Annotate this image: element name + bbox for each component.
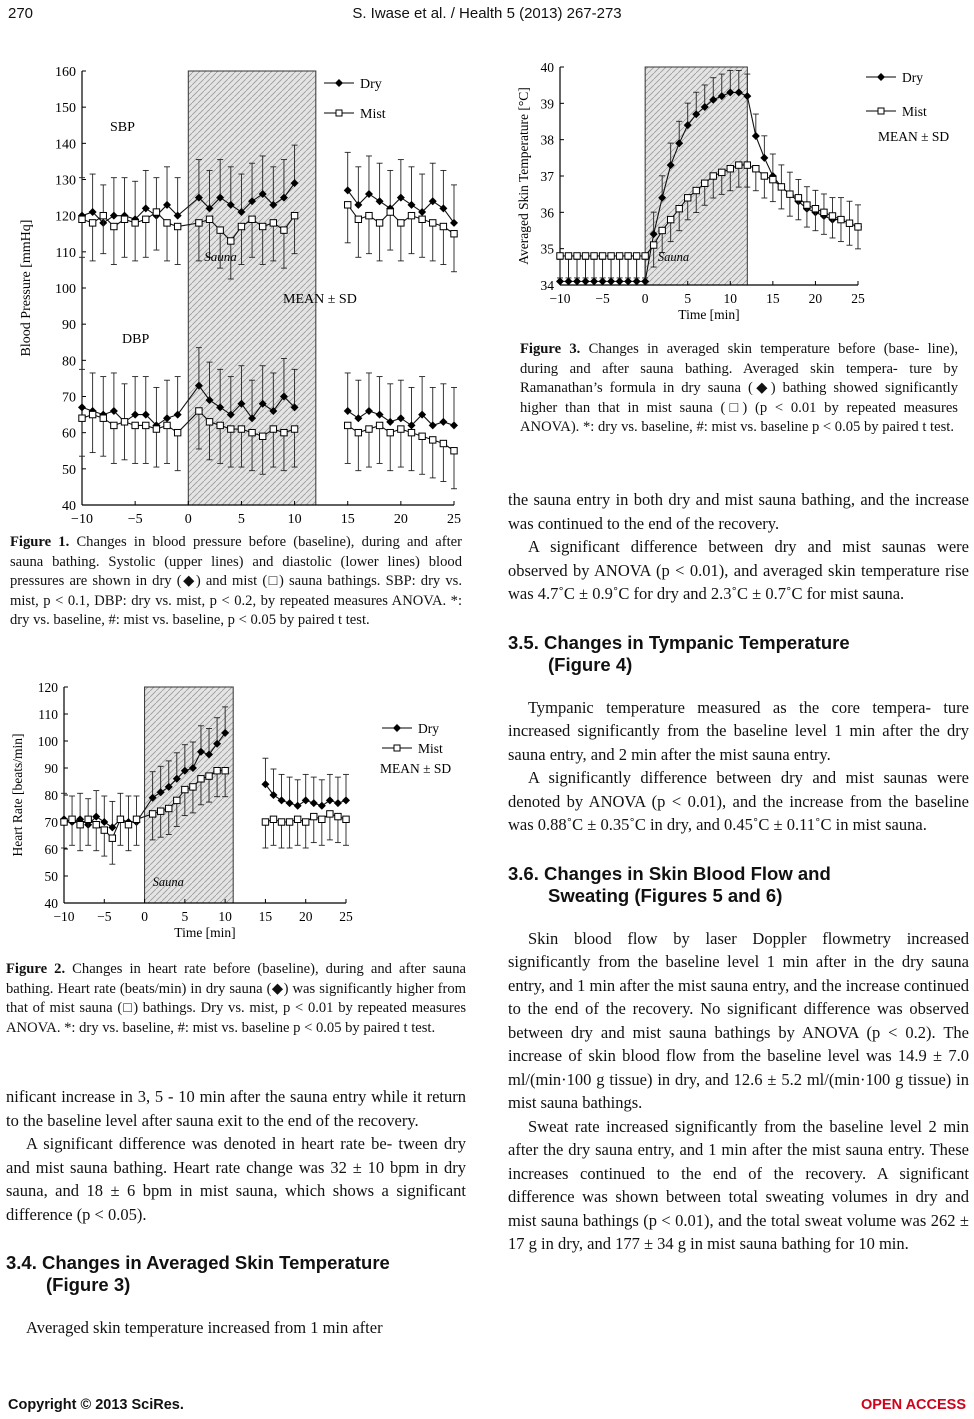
data-point-mist: [345, 422, 351, 428]
data-point-dry: [261, 780, 269, 788]
heart-rate-chart: [6, 673, 468, 948]
data-point-dry: [174, 411, 182, 419]
data-point-mist: [440, 440, 446, 446]
figure-3-caption-text: Changes in averaged skin temperature before (base- line), during and after sauna bathing. Averaged skin tempera- ture by Ramanathan’s formula in dry sauna (◆) bathing showed significantly higher than that in mist sauna (□) (p < 0.01 by repeated measures ANOVA). *: dry vs. baseline, #: mist vs. baseline p < 0.05 by paired t test.: [520, 341, 958, 435]
data-point-dry: [582, 277, 590, 285]
data-point-mist: [249, 429, 255, 435]
data-point-mist: [109, 835, 115, 841]
paragraph: A significantly difference between dry and mist saunas were denoted by ANOVA (p < 0.01), and the increase from the baseline was 0.88˚C ± 0.35˚C in dry, and 0.45˚C ± 0.11˚C in mist sauna.: [508, 768, 969, 834]
data-point-mist: [693, 187, 699, 193]
data-point-mist: [366, 426, 372, 432]
figure-2: [6, 673, 468, 948]
legend-marker-dry: [393, 724, 401, 732]
data-point-mist: [440, 223, 446, 229]
data-point-mist: [398, 220, 404, 226]
x-tick-label: 10: [218, 909, 232, 924]
data-point-mist: [143, 422, 149, 428]
paragraph: A significant difference between dry and mist saunas were observed by ANOVA (p < 0.01), and averaged skin temperature rise was 4.7˚C ± 0.9˚C for dry and 2.3˚C ± 0.7˚C for mist sauna.: [508, 537, 969, 603]
data-point-mist: [100, 212, 106, 218]
paragraph: the sauna entry in both dry and mist sauna bathing, and the increase was continued to the end of the recovery.: [508, 490, 969, 533]
y-tick-label: 38: [540, 132, 554, 148]
data-point-mist: [196, 220, 202, 226]
data-point-dry: [310, 799, 318, 807]
data-point-mist: [408, 429, 414, 435]
y-tick-label: 70: [44, 815, 58, 830]
paragraph: Sweat rate increased significantly from the baseline level 2 min after the dry sauna entry, and 1 min after the mist sauna entry. These increases continued to the end of the recovery. A significant difference was shown between total sweating volumes in dry and mist sauna bathings (p < 0.01), and the total sweat volume was 262 ± 17 g in dry, and 177 ± 34 g in mist sauna bathing for 10 min.: [508, 1116, 969, 1253]
data-point-dry: [450, 421, 458, 429]
data-point-dry: [397, 414, 405, 422]
data-point-mist: [685, 195, 691, 201]
section-heading-3-6: [508, 863, 969, 907]
data-point-mist: [278, 819, 284, 825]
y-tick-label: 37: [540, 169, 554, 184]
data-point-dry: [344, 407, 352, 415]
data-point-mist: [565, 253, 571, 259]
data-point-dry: [573, 277, 581, 285]
data-point-mist: [744, 162, 750, 168]
y-tick-label: 90: [62, 318, 76, 334]
data-point-mist: [79, 415, 85, 421]
x-tick-label: 0: [184, 512, 192, 525]
data-point-mist: [117, 816, 123, 822]
data-point-mist: [591, 253, 597, 259]
data-point-mist: [262, 819, 268, 825]
data-point-mist: [761, 173, 767, 179]
data-point-mist: [93, 822, 99, 828]
y-tick-label: 50: [62, 462, 76, 478]
y-tick-label: 70: [62, 390, 76, 406]
sauna-shaded-region: [145, 687, 234, 903]
data-point-mist: [770, 176, 776, 182]
data-point-mist: [182, 786, 188, 792]
x-tick-label: 5: [237, 512, 245, 525]
figure-2-caption-text: Changes in heart rate before (baseline), during and after sauna bathing. Heart rate (beats/min) in dry sauna (◆) was significantly higher from that of mist sauna (□) bathings. Dry vs. mist, p < 0.01 by repeated measures ANOVA. *: dry vs. baseline, #: mist vs. baseline p < 0.05 by paired t test.: [6, 961, 467, 1036]
figure-3-caption: [520, 340, 958, 438]
data-point-mist: [190, 784, 196, 790]
data-point-mist: [642, 253, 648, 259]
data-point-mist: [625, 253, 631, 259]
x-tick-label: 15: [258, 909, 273, 924]
data-point-mist: [111, 422, 117, 428]
data-point-mist: [259, 223, 265, 229]
data-point-dry: [334, 799, 342, 807]
x-tick-label: 25: [851, 291, 865, 306]
x-tick-label: 20: [393, 512, 408, 525]
data-point-mist: [557, 253, 563, 259]
data-point-mist: [286, 819, 292, 825]
data-point-mist: [206, 216, 212, 222]
data-point-mist: [133, 816, 139, 822]
data-point-mist: [157, 808, 163, 814]
data-point-mist: [319, 816, 325, 822]
data-point-mist: [291, 212, 297, 218]
data-point-mist: [69, 816, 75, 822]
data-point-mist: [829, 213, 835, 219]
data-point-mist: [174, 797, 180, 803]
legend-label-mist: Mist: [360, 107, 386, 122]
data-point-mist: [121, 419, 127, 425]
data-point-mist: [451, 231, 457, 237]
open-access-footer: OPEN ACCESS: [860, 1397, 966, 1413]
y-tick-label: 34: [540, 278, 554, 293]
data-point-dry: [752, 132, 760, 140]
data-point-mist: [838, 216, 844, 222]
mean-sd-label: MEAN ± SD: [283, 292, 357, 307]
legend-marker-mist: [336, 110, 342, 116]
data-point-mist: [125, 822, 131, 828]
data-point-dry: [599, 277, 607, 285]
data-point-mist: [376, 220, 382, 226]
y-tick-label: 80: [44, 788, 58, 803]
data-point-mist: [281, 429, 287, 435]
data-point-mist: [196, 408, 202, 414]
paragraph: A significant difference was denoted in heart rate be- tween dry and mist sauna bathing. Heart rate change was 32 ± 10 bpm in dry sauna, and 18 ± 6 bpm in mist sauna, which shows a significant difference (p < 0.05).: [6, 1134, 466, 1224]
data-point-mist: [153, 426, 159, 432]
y-axis-label: Averaged Skin Temperature [°C]: [516, 87, 531, 265]
data-point-dry: [163, 414, 171, 422]
data-point-mist: [821, 209, 827, 215]
data-point-mist: [778, 184, 784, 190]
x-tick-label: −5: [595, 291, 610, 306]
sauna-label: Sauna: [204, 249, 237, 264]
data-point-mist: [217, 422, 223, 428]
x-axis-label: Time [min]: [174, 925, 236, 940]
sbp-label: SBP: [110, 120, 135, 135]
y-tick-label: 90: [44, 761, 58, 776]
data-point-mist: [804, 202, 810, 208]
data-point-dry: [318, 802, 326, 810]
y-tick-label: 100: [37, 734, 58, 749]
data-point-mist: [702, 180, 708, 186]
data-point-mist: [281, 227, 287, 233]
data-point-mist: [61, 819, 67, 825]
data-point-dry: [278, 796, 286, 804]
data-point-mist: [85, 816, 91, 822]
data-point-mist: [812, 206, 818, 212]
data-point-dry: [326, 796, 334, 804]
data-point-mist: [270, 426, 276, 432]
data-point-mist: [259, 433, 265, 439]
data-point-dry: [302, 796, 310, 804]
data-point-mist: [206, 419, 212, 425]
data-point-mist: [214, 768, 220, 774]
data-point-mist: [206, 773, 212, 779]
data-point-mist: [311, 813, 317, 819]
figure-1-caption: [10, 533, 462, 631]
data-point-mist: [633, 253, 639, 259]
data-point-mist: [795, 195, 801, 201]
data-point-mist: [574, 253, 580, 259]
data-point-mist: [676, 206, 682, 212]
data-point-mist: [327, 811, 333, 817]
heading-line: 3.4. Changes in Averaged Skin Temperature: [6, 1252, 390, 1273]
y-axis-label: Heart Rate [beats/min]: [10, 733, 25, 857]
x-tick-label: 25: [339, 909, 353, 924]
y-tick-label: 80: [62, 354, 76, 370]
data-point-mist: [149, 811, 155, 817]
y-tick-label: 60: [62, 426, 76, 442]
data-point-mist: [217, 227, 223, 233]
data-point-mist: [164, 422, 170, 428]
data-point-dry: [439, 418, 447, 426]
data-point-dry: [376, 197, 384, 205]
data-point-mist: [659, 227, 665, 233]
data-point-dry: [365, 407, 373, 415]
x-tick-label: 10: [287, 512, 302, 525]
data-point-mist: [238, 426, 244, 432]
legend-marker-mist: [878, 108, 884, 114]
figure-3-label: Figure 3.: [520, 341, 581, 357]
right-column: [508, 488, 969, 1256]
data-point-dry: [633, 277, 641, 285]
y-tick-label: 120: [55, 209, 76, 225]
data-point-mist: [291, 426, 297, 432]
skin-temperature-chart: [510, 55, 970, 335]
x-tick-label: −10: [53, 909, 75, 924]
dbp-label: DBP: [122, 332, 150, 347]
figure-2-label: Figure 2.: [6, 961, 66, 977]
data-point-dry: [607, 277, 615, 285]
data-point-dry: [556, 277, 564, 285]
x-tick-label: −5: [97, 909, 112, 924]
data-point-mist: [727, 166, 733, 172]
running-title: S. Iwase et al. / Health 5 (2013) 267-273: [352, 5, 622, 22]
x-tick-label: −10: [549, 291, 571, 306]
figure-3: [510, 55, 970, 335]
legend-label-dry: Dry: [360, 77, 382, 92]
data-point-mist: [303, 819, 309, 825]
data-point-mist: [249, 216, 255, 222]
data-point-mist: [736, 162, 742, 168]
x-tick-label: 10: [723, 291, 738, 306]
data-point-mist: [270, 816, 276, 822]
data-point-mist: [121, 216, 127, 222]
data-point-mist: [166, 805, 172, 811]
data-point-dry: [439, 204, 447, 212]
data-point-dry: [590, 277, 598, 285]
page-number: 270: [8, 5, 34, 22]
legend-marker-mist: [394, 745, 400, 751]
x-tick-label: 20: [808, 291, 823, 306]
data-point-mist: [238, 223, 244, 229]
y-tick-label: 140: [55, 137, 76, 153]
data-point-mist: [355, 216, 361, 222]
data-point-mist: [335, 813, 341, 819]
data-point-mist: [582, 253, 588, 259]
legend-marker-dry: [877, 73, 885, 81]
x-tick-label: 20: [298, 909, 313, 924]
data-point-mist: [451, 448, 457, 454]
sauna-label: Sauna: [657, 250, 690, 264]
data-point-mist: [198, 776, 204, 782]
data-point-mist: [101, 827, 107, 833]
data-point-mist: [355, 429, 361, 435]
data-point-dry: [386, 418, 394, 426]
x-tick-label: 25: [447, 512, 461, 525]
data-point-dry: [616, 277, 624, 285]
y-axis-label: Blood Pressure [mmHq]: [19, 219, 34, 357]
data-point-mist: [343, 816, 349, 822]
y-tick-label: 40: [44, 896, 58, 911]
data-point-mist: [270, 220, 276, 226]
data-point-mist: [846, 220, 852, 226]
data-point-mist: [164, 220, 170, 226]
data-point-mist: [599, 253, 605, 259]
y-tick-label: 39: [540, 96, 554, 112]
legend-label-dry: Dry: [902, 70, 923, 85]
data-point-dry: [342, 796, 350, 804]
data-point-mist: [222, 768, 228, 774]
legend-label-mist: Mist: [418, 741, 443, 756]
paragraph: Tympanic temperature measured as the core tempera- ture increased significantly from the baseline level 1 min after the dry sauna entry, and 2 min after the mist sauna entry.: [508, 697, 969, 764]
x-axis-label: Time [min]: [678, 307, 740, 322]
y-tick-label: 100: [55, 282, 76, 297]
y-tick-label: 40: [62, 499, 76, 514]
data-point-mist: [387, 429, 393, 435]
data-point-mist: [89, 220, 95, 226]
left-column: [6, 1085, 466, 1340]
heading-line: (Figure 4): [548, 653, 633, 675]
data-point-mist: [345, 202, 351, 208]
data-point-mist: [419, 433, 425, 439]
heading-line: Sweating (Figures 5 and 6): [548, 884, 783, 906]
x-tick-label: 0: [141, 909, 148, 924]
y-tick-label: 36: [540, 205, 554, 221]
data-point-dry: [78, 403, 86, 411]
data-point-mist: [408, 212, 414, 218]
data-point-dry: [110, 212, 118, 220]
data-point-mist: [228, 426, 234, 432]
data-point-dry: [407, 201, 415, 209]
paragraph: Averaged skin temperature increased from 1 min after: [26, 1318, 383, 1337]
x-tick-label: −10: [71, 512, 93, 525]
paragraph: nificant increase in 3, 5 - 10 min after the sauna entry while it return to the baseline level after sauna exit to the end of the recovery.: [6, 1087, 466, 1130]
data-point-mist: [100, 415, 106, 421]
data-point-mist: [111, 223, 117, 229]
y-tick-label: 150: [55, 101, 76, 117]
paragraph: Skin blood flow by laser Doppler flowmetry increased significantly from the baseline level 1 min after in the dry sauna entry, and 1 min after the mist sauna entry, and the increase continued to the end of the recovery. No significant difference was observed between dry and mist sauna bathings by ANOVA (p < 0.2). The increase of skin blood flow from the baseline level was 14.9 ± 7.0 ml/(min·100 g tissue) in dry, and 12.6 ± 5.2 ml/(min·100 g tissue) in mist sauna bathings.: [508, 928, 969, 1112]
y-tick-label: 35: [540, 241, 554, 257]
data-point-mist: [719, 169, 725, 175]
figure-1: [6, 55, 468, 525]
y-tick-label: 130: [55, 173, 76, 189]
data-point-mist: [650, 242, 656, 248]
data-point-mist: [153, 209, 159, 215]
data-point-mist: [132, 220, 138, 226]
legend-label-mist: Mist: [902, 104, 927, 119]
heading-line: (Figure 3): [46, 1274, 131, 1295]
data-point-dry: [624, 277, 632, 285]
section-heading-3-4: [6, 1252, 466, 1296]
data-point-dry: [344, 186, 352, 194]
data-point-mist: [855, 224, 861, 230]
mean-sd-label: MEAN ± SD: [878, 129, 950, 144]
y-tick-label: 60: [44, 842, 58, 857]
x-tick-label: −5: [127, 512, 143, 525]
data-point-mist: [77, 822, 83, 828]
y-tick-label: 110: [38, 707, 58, 722]
heading-line: 3.6. Changes in Skin Blood Flow and: [508, 862, 831, 884]
data-point-dry: [131, 411, 139, 419]
data-point-dry: [294, 802, 302, 810]
data-point-mist: [430, 437, 436, 443]
data-point-mist: [143, 216, 149, 222]
data-point-mist: [608, 253, 614, 259]
y-tick-label: 50: [44, 869, 58, 884]
sauna-label: Sauna: [152, 875, 184, 889]
data-point-mist: [228, 238, 234, 244]
data-point-mist: [667, 216, 673, 222]
data-point-dry: [286, 799, 294, 807]
data-point-mist: [366, 212, 372, 218]
x-tick-label: 5: [684, 291, 692, 306]
data-point-mist: [89, 411, 95, 417]
copyright-footer: Copyright © 2013 SciRes.: [8, 1397, 184, 1413]
data-point-mist: [294, 816, 300, 822]
data-point-mist: [787, 191, 793, 197]
data-point-dry: [376, 411, 384, 419]
x-tick-label: 15: [340, 512, 355, 525]
data-point-mist: [710, 173, 716, 179]
y-tick-label: 160: [55, 65, 76, 80]
data-point-mist: [79, 216, 85, 222]
figure-1-caption-text: Changes in blood pressure before (baseline), during and after sauna bathing. Systolic (upper lines) and diastolic (lower lines) blood pressures are shown in dry (◆) and mist (□) sauna bathings. SBP: dry vs. mist, p < 0.1, DBP: dry vs. mist, p < 0.2, by repeated measures ANOVA. *: dry vs. baseline, #: mist vs. baseline, p < 0.05 by paired t test.: [10, 534, 462, 628]
data-point-mist: [430, 220, 436, 226]
section-heading-3-5: [508, 632, 969, 676]
data-point-mist: [419, 216, 425, 222]
data-point-mist: [174, 223, 180, 229]
data-point-mist: [132, 422, 138, 428]
data-point-dry: [354, 414, 362, 422]
data-point-dry: [269, 791, 277, 799]
y-tick-label: 120: [37, 680, 58, 695]
figure-1-label: Figure 1.: [10, 534, 70, 550]
data-point-mist: [753, 166, 759, 172]
data-point-dry: [100, 818, 108, 826]
data-point-dry: [450, 219, 458, 227]
blood-pressure-chart: [6, 55, 468, 525]
x-tick-label: 15: [766, 291, 780, 306]
data-point-dry: [760, 154, 768, 162]
data-point-mist: [616, 253, 622, 259]
heading-line: 3.5. Changes in Tympanic Temperature: [508, 631, 850, 653]
x-tick-label: 0: [641, 291, 649, 306]
y-tick-label: 110: [55, 245, 76, 261]
y-tick-label: 40: [540, 60, 554, 75]
x-tick-label: 5: [181, 909, 189, 924]
data-point-dry: [565, 277, 573, 285]
data-point-mist: [398, 426, 404, 432]
legend-label-dry: Dry: [418, 721, 439, 736]
mean-sd-label: MEAN ± SD: [380, 761, 452, 776]
data-point-mist: [387, 209, 393, 215]
data-point-mist: [174, 429, 180, 435]
data-point-mist: [376, 422, 382, 428]
legend-marker-dry: [335, 79, 343, 87]
figure-2-caption: [6, 960, 466, 1038]
